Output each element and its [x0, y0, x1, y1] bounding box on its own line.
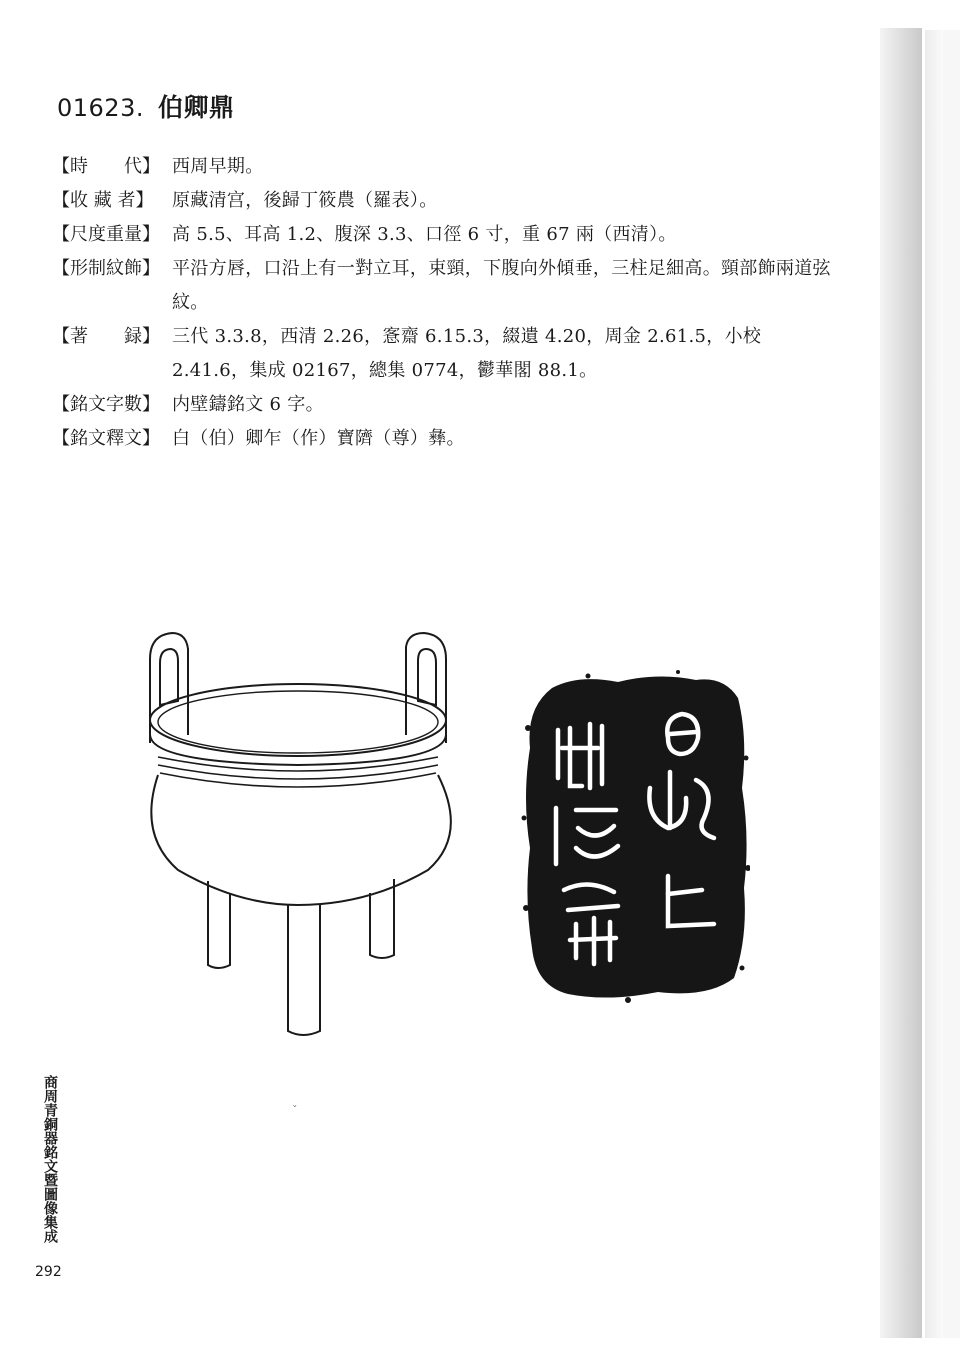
field-bibliography	[52, 320, 832, 388]
ding-vessel-drawing	[138, 625, 468, 1045]
field-inscription-count	[52, 388, 832, 422]
page-edge	[925, 30, 943, 1338]
vessel-name: 伯卿鼎	[157, 93, 235, 122]
field-label: 【尺度重量】	[52, 224, 160, 245]
field-value: 三代 3.3.8，西清 2.26，愙齋 6.15.3，綴遺 4.20，周金 2.61.5，小校 2.41.6，集成 02167，總集 0774，鬱華閣 88.1。	[172, 326, 762, 381]
field-inscription-transcription	[52, 422, 832, 456]
field-label: 【著 録】	[52, 326, 160, 347]
page-gutter-shadow	[880, 28, 922, 1338]
field-period	[52, 150, 832, 184]
field-label: 【銘文字數】	[52, 394, 160, 415]
field-collector	[52, 184, 832, 218]
entry-number: 01623.	[57, 94, 144, 122]
entry-title	[57, 88, 235, 124]
field-label: 【收 藏 者】	[52, 190, 154, 211]
inscription-rubbing	[518, 668, 750, 1006]
catalog-entry-fields	[52, 150, 832, 456]
field-label: 【銘文釋文】	[52, 428, 160, 449]
field-value: 白（伯）卿乍（作）寶隮（尊）彝。	[172, 428, 465, 449]
field-dimensions	[52, 218, 832, 252]
field-value: 高 5.5、耳高 1.2、腹深 3.3、口徑 6 寸，重 67 兩（西清）。	[172, 224, 677, 245]
field-label: 【時 代】	[52, 156, 160, 177]
field-value: 原藏清宫，後歸丁筱農（羅表）。	[172, 190, 438, 211]
book-title-vertical: 商周青銅器銘文暨圖像集成	[42, 1075, 58, 1243]
page-edge-outer	[943, 30, 960, 1338]
field-value: 平沿方唇，口沿上有一對立耳，束頸，下腹向外傾垂，三柱足細高。頸部飾兩道弦紋。	[172, 258, 831, 313]
print-mark: ˇ	[292, 1104, 298, 1117]
field-value: 西周早期。	[172, 156, 264, 177]
field-form-decoration	[52, 252, 832, 320]
page-number: 292	[35, 1264, 62, 1280]
field-value: 内壁鑄銘文 6 字。	[172, 394, 324, 415]
field-label: 【形制紋飾】	[52, 258, 160, 279]
